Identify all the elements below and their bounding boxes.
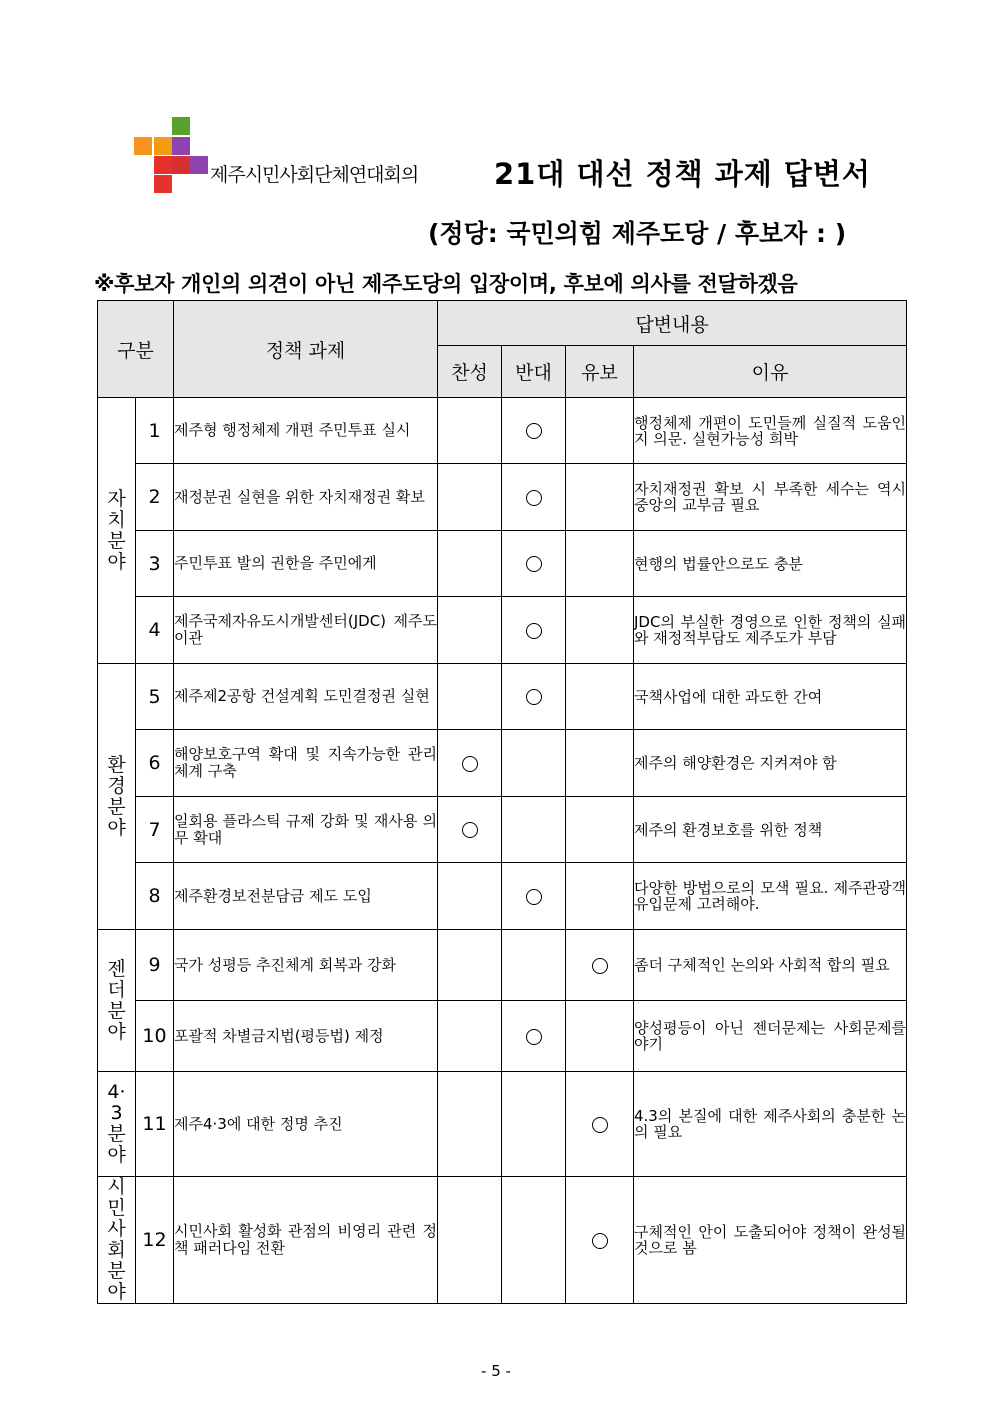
hold-cell xyxy=(566,930,634,1001)
hold-cell xyxy=(566,531,634,597)
table-row xyxy=(98,1001,907,1072)
agree-cell xyxy=(438,930,502,1001)
hold-cell xyxy=(566,730,634,797)
reason-text: 행정체제 개편이 도민들께 실질적 도움인지 의문. 실현가능성 희박 xyxy=(634,398,907,464)
page-number: - 5 - xyxy=(481,1362,511,1380)
row-number: 9 xyxy=(136,930,174,1001)
logo-square-amber xyxy=(154,137,172,155)
agree-cell xyxy=(438,398,502,464)
circle-mark-icon xyxy=(592,958,608,974)
oppose-cell xyxy=(502,1177,566,1304)
table-row xyxy=(98,531,907,597)
reason-text: 현행의 법률안으로도 충분 xyxy=(634,531,907,597)
agree-cell xyxy=(438,664,502,730)
circle-mark-icon xyxy=(526,889,542,905)
row-number: 7 xyxy=(136,797,174,863)
policy-task: 일회용 플라스틱 규제 강화 및 재사용 의무 확대 xyxy=(174,797,438,863)
table-row xyxy=(98,398,907,464)
header-task: 정책 과제 xyxy=(174,301,438,398)
policy-task: 시민사회 활성화 관점의 비영리 관련 정책 패러다임 전환 xyxy=(174,1177,438,1304)
logo-square-red3 xyxy=(154,175,172,193)
logo-square-red2 xyxy=(172,156,190,174)
row-number: 3 xyxy=(136,531,174,597)
hold-cell xyxy=(566,1072,634,1177)
oppose-cell xyxy=(502,398,566,464)
reason-text: 자치재정권 확보 시 부족한 세수는 역시 중앙의 교부금 필요 xyxy=(634,464,907,531)
reason-text: 좀더 구체적인 논의와 사회적 합의 필요 xyxy=(634,930,907,1001)
oppose-cell xyxy=(502,1072,566,1177)
policy-task: 국가 성평등 추진체계 회복과 강화 xyxy=(174,930,438,1001)
logo-square-orange xyxy=(134,137,152,155)
hold-cell xyxy=(566,1001,634,1072)
header-hold: 유보 xyxy=(566,346,634,398)
logo-square-purple2 xyxy=(190,156,208,174)
category-cell xyxy=(98,1177,136,1304)
hold-cell xyxy=(566,464,634,531)
logo-square-green xyxy=(172,117,190,135)
notice-text: ※후보자 개인의 의견이 아닌 제주도당의 입장이며, 후보에 의사를 전달하겠음 xyxy=(94,272,798,296)
reason-text: 다양한 방법으로의 모색 필요. 제주관광객 유입문제 고려해야. xyxy=(634,863,907,930)
policy-task: 해양보호구역 확대 및 지속가능한 관리체계 구축 xyxy=(174,730,438,797)
policy-task: 포괄적 차별금지법(평등법) 제정 xyxy=(174,1001,438,1072)
reason-text: 제주의 해양환경은 지켜져야 함 xyxy=(634,730,907,797)
circle-mark-icon xyxy=(526,423,542,439)
org-name: 제주시민사회단체연대회의 xyxy=(210,164,419,186)
reason-text: 양성평등이 아닌 젠더문제는 사회문제를 야기 xyxy=(634,1001,907,1072)
row-number: 11 xyxy=(136,1072,174,1177)
category-label: 자치분야 xyxy=(107,487,126,573)
oppose-cell xyxy=(502,930,566,1001)
oppose-cell xyxy=(502,797,566,863)
logo-square-purple xyxy=(172,137,190,155)
table-row xyxy=(98,664,907,730)
hold-cell xyxy=(566,863,634,930)
policy-task: 제주환경보전분담금 제도 도입 xyxy=(174,863,438,930)
table-row xyxy=(98,730,907,797)
table-row xyxy=(98,797,907,863)
document-title: 21대 대선 정책 과제 답변서 xyxy=(494,157,871,191)
header-answer: 답변내용 xyxy=(438,301,907,346)
category-cell xyxy=(98,664,136,930)
category-label: 4·3분야 xyxy=(107,1081,126,1166)
oppose-cell xyxy=(502,1001,566,1072)
policy-task: 제주4·3에 대한 정명 추진 xyxy=(174,1072,438,1177)
table-row xyxy=(98,1072,907,1177)
circle-mark-icon xyxy=(526,556,542,572)
reason-text: JDC의 부실한 경영으로 인한 정책의 실패와 재정적부담도 제주도가 부담 xyxy=(634,597,907,664)
header-category: 구분 xyxy=(98,301,174,398)
reason-text: 4.3의 본질에 대한 제주사회의 충분한 논의 필요 xyxy=(634,1072,907,1177)
category-label: 환경분야 xyxy=(107,753,126,839)
agree-cell xyxy=(438,730,502,797)
policy-answer-table xyxy=(97,300,907,1304)
circle-mark-icon xyxy=(526,689,542,705)
header-oppose: 반대 xyxy=(502,346,566,398)
circle-mark-icon xyxy=(526,623,542,639)
table-row xyxy=(98,597,907,664)
row-number: 6 xyxy=(136,730,174,797)
policy-task: 제주제2공항 건설계획 도민결정권 실현 xyxy=(174,664,438,730)
row-number: 2 xyxy=(136,464,174,531)
table-row xyxy=(98,930,907,1001)
hold-cell xyxy=(566,1177,634,1304)
hold-cell xyxy=(566,398,634,464)
header-agree: 찬성 xyxy=(438,346,502,398)
oppose-cell xyxy=(502,464,566,531)
row-number: 4 xyxy=(136,597,174,664)
row-number: 12 xyxy=(136,1177,174,1304)
row-number: 10 xyxy=(136,1001,174,1072)
logo-square-red xyxy=(154,156,172,174)
category-cell xyxy=(98,930,136,1072)
table-row xyxy=(98,464,907,531)
reason-text: 국책사업에 대한 과도한 간여 xyxy=(634,664,907,730)
policy-task: 재정분권 실현을 위한 자치재정권 확보 xyxy=(174,464,438,531)
oppose-cell xyxy=(502,597,566,664)
category-label: 젠더분야 xyxy=(107,957,126,1043)
policy-task: 주민투표 발의 권한을 주민에게 xyxy=(174,531,438,597)
oppose-cell xyxy=(502,664,566,730)
table-body xyxy=(98,398,907,1304)
oppose-cell xyxy=(502,863,566,930)
hold-cell xyxy=(566,664,634,730)
agree-cell xyxy=(438,863,502,930)
party-line: (정당: 국민의힘 제주도당 / 후보자 : ) xyxy=(428,219,847,248)
oppose-cell xyxy=(502,730,566,797)
header-reason: 이유 xyxy=(634,346,907,398)
circle-mark-icon xyxy=(526,490,542,506)
reason-text: 제주의 환경보호를 위한 정책 xyxy=(634,797,907,863)
category-label: 시민사회분야 xyxy=(107,1176,126,1303)
circle-mark-icon xyxy=(592,1117,608,1133)
reason-text: 구체적인 안이 도출되어야 정책이 완성될것으로 봄 xyxy=(634,1177,907,1304)
oppose-cell xyxy=(502,531,566,597)
agree-cell xyxy=(438,1177,502,1304)
row-number: 5 xyxy=(136,664,174,730)
table-row xyxy=(98,1177,907,1304)
org-logo xyxy=(134,117,194,195)
row-number: 1 xyxy=(136,398,174,464)
hold-cell xyxy=(566,797,634,863)
policy-task: 제주국제자유도시개발센터(JDC) 제주도 이관 xyxy=(174,597,438,664)
agree-cell xyxy=(438,531,502,597)
circle-mark-icon xyxy=(526,1029,542,1045)
agree-cell xyxy=(438,1001,502,1072)
agree-cell xyxy=(438,464,502,531)
category-cell xyxy=(98,1072,136,1177)
row-number: 8 xyxy=(136,863,174,930)
circle-mark-icon xyxy=(462,756,478,772)
circle-mark-icon xyxy=(462,822,478,838)
table-row xyxy=(98,863,907,930)
agree-cell xyxy=(438,797,502,863)
hold-cell xyxy=(566,597,634,664)
policy-task: 제주형 행정체제 개편 주민투표 실시 xyxy=(174,398,438,464)
agree-cell xyxy=(438,1072,502,1177)
circle-mark-icon xyxy=(592,1233,608,1249)
category-cell xyxy=(98,398,136,664)
agree-cell xyxy=(438,597,502,664)
